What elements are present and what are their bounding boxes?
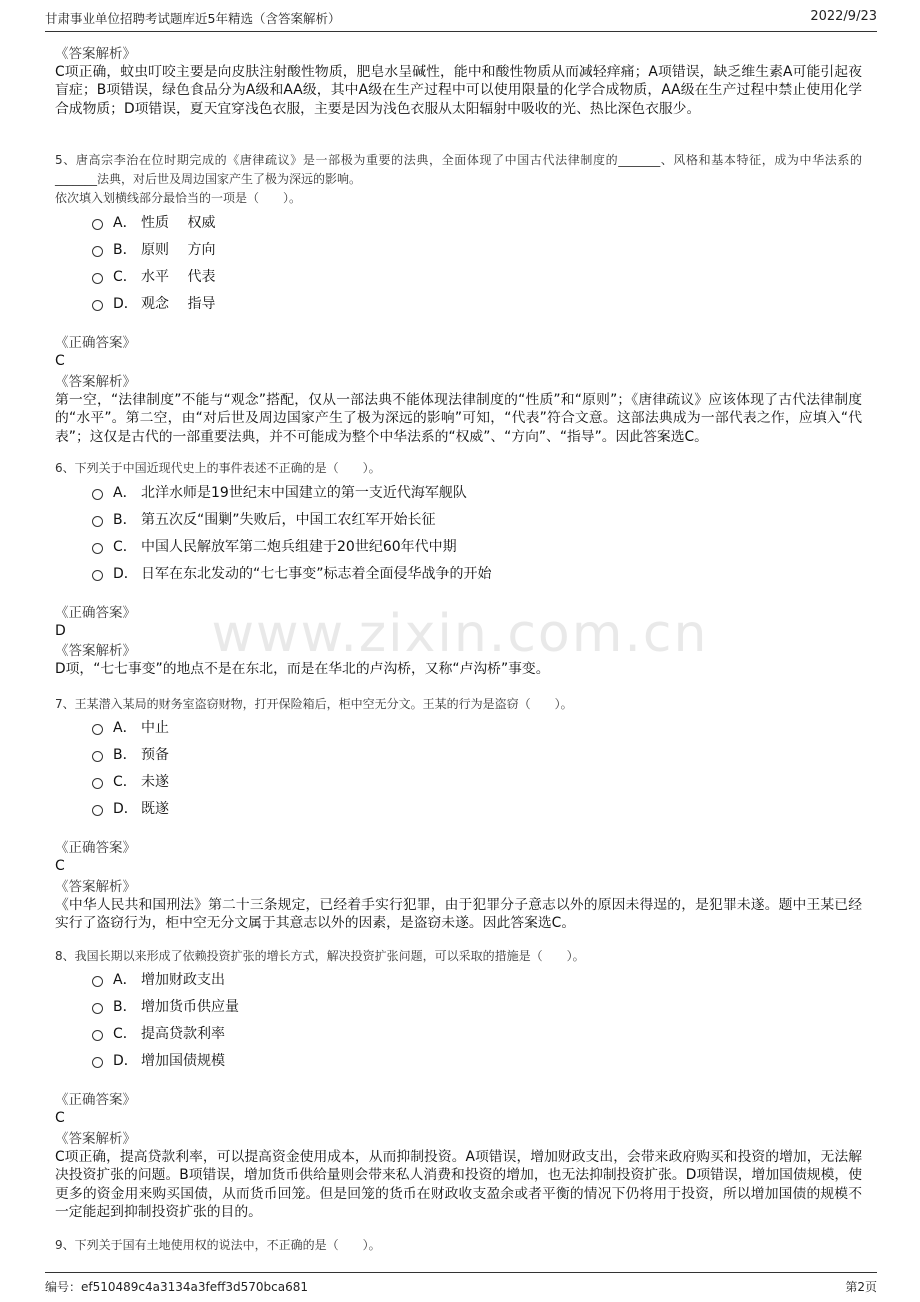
- radio-icon[interactable]: [92, 1030, 103, 1041]
- question-7: 7、王某潜入某局的财务室盗窃财物，打开保险箱后，柜中空无分文。王某的行为是盗窃（ ）。: [55, 697, 573, 711]
- question-5-options: [92, 208, 215, 316]
- question-8-options: [92, 965, 239, 1073]
- answer-value: C: [55, 353, 65, 369]
- option-c[interactable]: C． 中国人民解放军第二炮兵组建于20世纪60年代中期: [92, 532, 492, 559]
- radio-icon[interactable]: [92, 219, 103, 230]
- option-c[interactable]: C． 未遂: [92, 767, 169, 794]
- explanation-title: 《答案解析》: [55, 1131, 136, 1147]
- radio-icon[interactable]: [92, 273, 103, 284]
- option-a[interactable]: A． 北洋水师是19世纪末中国建立的第一支近代海军舰队: [92, 478, 492, 505]
- question-7-options: [92, 713, 169, 821]
- option-b[interactable]: B． 预备: [92, 740, 169, 767]
- document-code: 编号：ef510489c4a3134a3feff3d570bca681: [45, 1280, 309, 1294]
- radio-icon[interactable]: [92, 489, 103, 500]
- radio-icon[interactable]: [92, 724, 103, 735]
- radio-icon[interactable]: [92, 805, 103, 816]
- answer-value: D: [55, 623, 66, 639]
- option-d[interactable]: D． 观念 指导: [92, 289, 215, 316]
- explanation-title: 《答案解析》: [55, 374, 136, 390]
- answer-title: 《正确答案》: [55, 605, 136, 621]
- page-footer: [45, 1272, 877, 1295]
- explanation-text: D项，“七七事变”的地点不是在东北，而是在华北的卢沟桥，又称“卢沟桥”事变。: [55, 661, 550, 677]
- option-a[interactable]: A． 性质 权威: [92, 208, 215, 235]
- answer-value: C: [55, 1110, 65, 1126]
- radio-icon[interactable]: [92, 570, 103, 581]
- radio-icon[interactable]: [92, 778, 103, 789]
- radio-icon[interactable]: [92, 1057, 103, 1068]
- option-b[interactable]: B． 原则 方向: [92, 235, 215, 262]
- option-b[interactable]: B． 第五次反“围剿”失败后，中国工农红军开始长征: [92, 505, 492, 532]
- option-d[interactable]: D． 增加国债规模: [92, 1046, 239, 1073]
- explanation-text: 第一空，“法律制度”不能与“观念”搭配，仅从一部法典不能体现法律制度的“性质”和“原则”；《唐律疏议》应该体现了古代法律制度的“水平”。第二空，由“对后世及周边国家产生了极为深远的影响”可知，“代表”符合文意。这部法典成为一部代表之作，应填入“代表”；这仅是古代的一部重要法典，并不可能成为整个中华法系的“权威”、“方向”、“指导”。因此答案选C。: [55, 392, 862, 445]
- answer-title: 《正确答案》: [55, 335, 136, 351]
- watermark: www.zixin.com.cn: [211, 604, 709, 664]
- answer-title: 《正确答案》: [55, 840, 136, 856]
- radio-icon[interactable]: [92, 1003, 103, 1014]
- option-a[interactable]: A． 增加财政支出: [92, 965, 239, 992]
- radio-icon[interactable]: [92, 543, 103, 554]
- question-5-prompt: 依次填入划横线部分最恰当的一项是（ ）。: [55, 191, 302, 205]
- radio-icon[interactable]: [92, 976, 103, 987]
- explanation-title: 《答案解析》: [55, 643, 136, 659]
- option-c[interactable]: C． 提高贷款利率: [92, 1019, 239, 1046]
- question-8: 8、我国长期以来形成了依赖投资扩张的增长方式，解决投资扩张问题，可以采取的措施是（ ）。: [55, 949, 585, 963]
- explanation-title: 《答案解析》: [55, 879, 136, 895]
- question-6-options: [92, 478, 492, 586]
- option-d[interactable]: D． 日军在东北发动的“七七事变”标志着全面侵华战争的开始: [92, 559, 492, 586]
- page-header: [45, 9, 877, 32]
- explanation-text: 《中华人民共和国刑法》第二十三条规定，已经着手实行犯罪，由于犯罪分子意志以外的原因未得逞的，是犯罪未遂。题中王某已经实行了盗窃行为，柜中空无分文属于其意志以外的因素，是盗窃未遂。因此答案选C。: [55, 897, 862, 932]
- option-b[interactable]: B． 增加货币供应量: [92, 992, 239, 1019]
- page-number: 第2页: [845, 1280, 877, 1294]
- header-date: 2022/9/23: [810, 9, 877, 24]
- answer-value: C: [55, 858, 65, 874]
- radio-icon[interactable]: [92, 516, 103, 527]
- explanation-text: C项正确，提高贷款利率，可以提高资金使用成本，从而抑制投资。A项错误，增加财政支出，会带来政府购买和投资的增加，无法解决投资扩张的问题。B项错误，增加货币供给量则会带来私人消费和投资的增加，也无法抑制投资扩张。D项错误，增加国债规模，使更多的资金用来购买国债，从而货币回笼。但是回笼的货币在财政收支盈余或者平衡的情况下仍将用于投资，所以增加国债的规模不一定能起到抑制投资扩张的目的。: [55, 1149, 862, 1220]
- prev-explanation: C项正确，蚊虫叮咬主要是向皮肤注射酸性物质，肥皂水呈碱性，能中和酸性物质从而减轻痒痛；A项错误，缺乏维生素A可能引起夜盲症；B项错误，绿色食品分为A级和AA级，其中A级在生产过程中可以使用限量的化学合成物质，AA级在生产过程中禁止使用化学合成物质；D项错误，夏天宜穿浅色衣服，主要是因为浅色衣服从太阳辐射中吸收的光、热比深色衣服少。: [55, 64, 862, 117]
- prev-explanation-title: 《答案解析》: [55, 46, 136, 62]
- option-d[interactable]: D． 既遂: [92, 794, 169, 821]
- radio-icon[interactable]: [92, 751, 103, 762]
- option-a[interactable]: A． 中止: [92, 713, 169, 740]
- radio-icon[interactable]: [92, 246, 103, 257]
- radio-icon[interactable]: [92, 300, 103, 311]
- question-6: 6、下列关于中国近现代史上的事件表述不正确的是（ ）。: [55, 461, 381, 475]
- question-9: 9、下列关于国有土地使用权的说法中，不正确的是（ ）。: [55, 1238, 381, 1252]
- question-5: 5、唐高宗李治在位时期完成的《唐律疏议》是一部极为重要的法典，全面体现了中国古代法律制度的_______、风格和基本特征，成为中华法系的_______法典，对后世及周边国家产生了极为深远的影响。: [55, 153, 862, 186]
- answer-title: 《正确答案》: [55, 1092, 136, 1108]
- document-title: 甘肃事业单位招聘考试题库近5年精选（含答案解析）: [45, 11, 341, 26]
- option-c[interactable]: C． 水平 代表: [92, 262, 215, 289]
